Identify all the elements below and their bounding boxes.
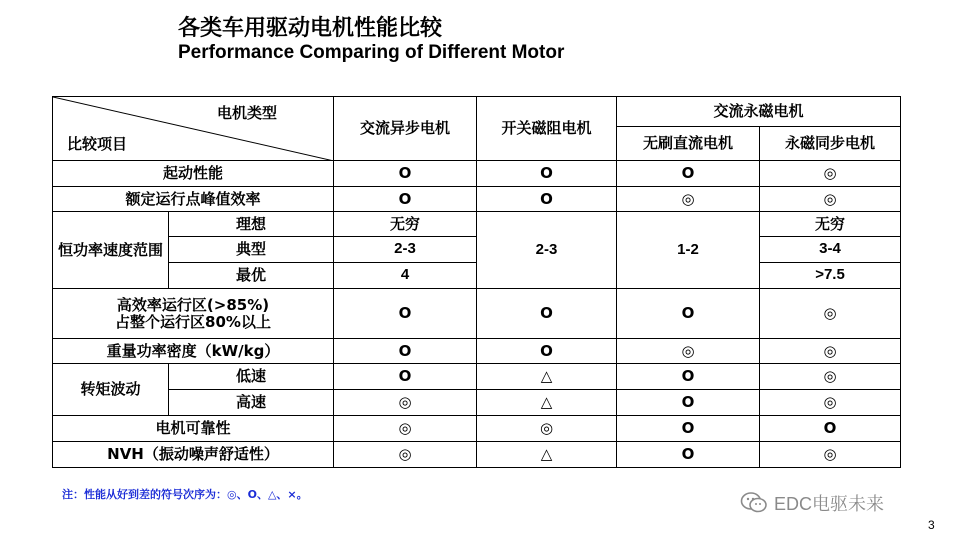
value-cell: 无穷 [334, 212, 477, 237]
header-motor-type: 电机类型 [216, 104, 277, 122]
value-cell: >7.5 [760, 263, 901, 289]
table-row [53, 442, 901, 468]
rating-cell: O [760, 416, 901, 442]
rating-cell: O [617, 390, 760, 416]
value-cell: 2-3 [334, 237, 477, 263]
rating-cell: O [617, 416, 760, 442]
rating-cell: O [334, 364, 477, 390]
sub-row-label: 高速 [169, 390, 334, 416]
rating-cell: △ [477, 442, 617, 468]
rating-cell: O [617, 442, 760, 468]
row-label: 转矩波动 [53, 364, 169, 416]
header-srm: 开关磁阻电机 [477, 97, 617, 161]
legend-note: 注：性能从好到差的符号次序为：◎、O、△、×。 [62, 488, 308, 501]
header-ac-pm-group: 交流永磁电机 [617, 97, 901, 127]
rating-cell: O [617, 364, 760, 390]
table-row [53, 97, 901, 127]
rating-cell: O [334, 339, 477, 364]
value-cell: 1-2 [617, 212, 760, 289]
table-row [53, 187, 901, 212]
rating-cell: O [477, 339, 617, 364]
table-row [53, 416, 901, 442]
sub-row-label: 最优 [169, 263, 334, 289]
table-row [53, 212, 901, 237]
slide-title-cn: 各类车用驱动电机性能比较 [178, 16, 443, 41]
rating-cell: ◎ [760, 161, 901, 187]
header-ac-async: 交流异步电机 [334, 97, 477, 161]
value-cell: 无穷 [760, 212, 901, 237]
rating-cell: △ [477, 364, 617, 390]
rating-cell: ◎ [617, 339, 760, 364]
slide-title-en: Performance Comparing of Different Motor [178, 42, 565, 63]
rating-cell: ◎ [760, 289, 901, 339]
rating-cell: ◎ [760, 339, 901, 364]
rating-cell: O [617, 161, 760, 187]
comparison-table [52, 96, 901, 468]
rating-cell: ◎ [760, 187, 901, 212]
rating-cell: ◎ [334, 390, 477, 416]
row-label-line2: 占整个运行区80%以上 [115, 312, 271, 331]
row-label-line1: 高效率运行区(>85%) [116, 296, 270, 314]
table-row [53, 364, 901, 390]
rating-cell: O [334, 289, 477, 339]
row-label: 恒功率速度范围 [53, 212, 169, 289]
sub-row-label: 低速 [169, 364, 334, 390]
sub-row-label: 典型 [169, 237, 334, 263]
rating-cell: ◎ [760, 364, 901, 390]
table-row [53, 161, 901, 187]
row-label: 起动性能 [53, 161, 334, 187]
page-number: 3 [928, 518, 935, 532]
rating-cell: O [334, 161, 477, 187]
header-diagonal-cell [53, 97, 334, 161]
header-bldc: 无刷直流电机 [617, 127, 760, 161]
rating-cell: ◎ [334, 442, 477, 468]
sub-row-label: 理想 [169, 212, 334, 237]
rating-cell: O [477, 289, 617, 339]
rating-cell: ◎ [477, 416, 617, 442]
row-label: 重量功率密度（kW/kg） [53, 339, 334, 364]
rating-cell: ◎ [760, 390, 901, 416]
rating-cell: O [477, 161, 617, 187]
rating-cell: O [477, 187, 617, 212]
rating-cell: ◎ [617, 187, 760, 212]
value-cell: 2-3 [477, 212, 617, 289]
row-label: NVH（振动噪声舒适性） [53, 442, 334, 468]
wechat-icon [740, 491, 768, 515]
rating-cell: ◎ [760, 442, 901, 468]
row-label: 电机可靠性 [53, 416, 334, 442]
table-row [53, 339, 901, 364]
rating-cell: △ [477, 390, 617, 416]
rating-cell: O [617, 289, 760, 339]
row-label [53, 289, 334, 339]
rating-cell: ◎ [334, 416, 477, 442]
row-label: 额定运行点峰值效率 [53, 187, 334, 212]
table-row [53, 390, 901, 416]
table-row [53, 289, 901, 339]
watermark [740, 490, 884, 516]
value-cell: 4 [334, 263, 477, 289]
rating-cell: O [334, 187, 477, 212]
header-pmsm: 永磁同步电机 [760, 127, 901, 161]
value-cell: 3-4 [760, 237, 901, 263]
watermark-text: EDC电驱未来 [774, 494, 885, 514]
header-compare-item: 比较项目 [67, 134, 128, 153]
